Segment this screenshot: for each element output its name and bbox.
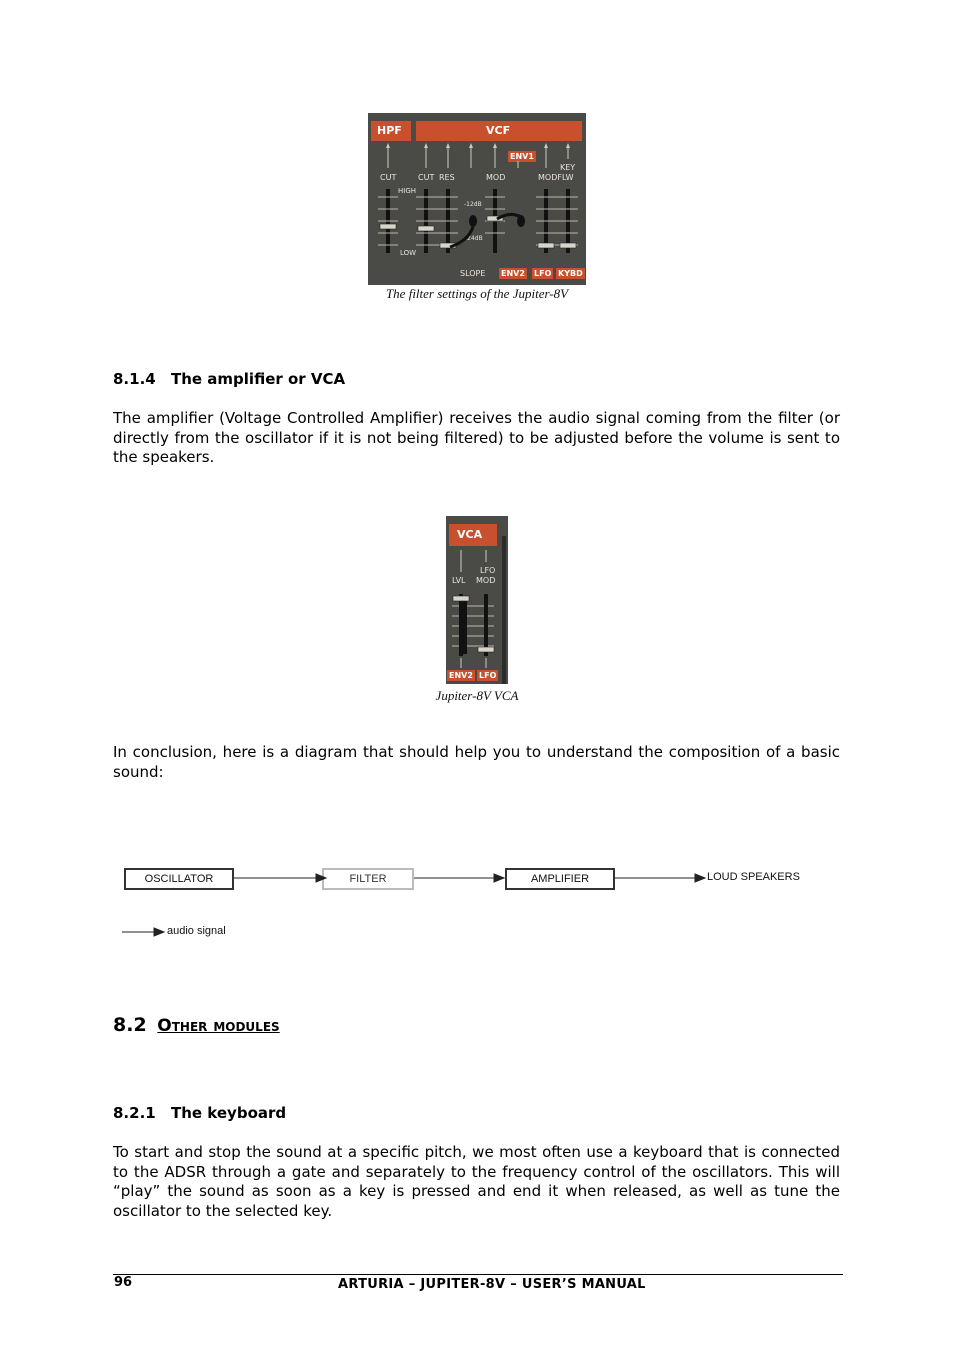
lfo-tag: LFO (479, 671, 497, 680)
lfo-label: LFO (480, 566, 496, 575)
section-title: The amplifier or VCA (171, 370, 346, 388)
key-label: KEY (560, 163, 576, 172)
cut-label: CUT (418, 173, 435, 182)
env2-tag: ENV2 (501, 269, 525, 278)
section-title: Other modules (157, 1016, 280, 1036)
audio-signal-legend: audio signal (167, 925, 226, 937)
vca-figure-caption: Jupiter-8V VCA (435, 688, 519, 703)
low-label: LOW (400, 249, 417, 257)
conclusion-paragraph: In conclusion, here is a diagram that should help you to understand the composition of a basic sound: (113, 743, 840, 781)
section-number: 8.1.4 (113, 370, 156, 388)
section-8-1-4-heading (113, 370, 345, 388)
res-label: RES (439, 173, 455, 182)
filter-figure-caption: The filter settings of the Jupiter-8V (385, 286, 569, 301)
high-label: HIGH (398, 187, 417, 195)
env1-tag: ENV1 (510, 152, 534, 161)
vca-panel-image (446, 516, 508, 684)
keyboard-paragraph: To start and stop the sound at a specific pitch, we most often use a keyboard that is connected to the ADSR through a gate and separately to the frequency control of the oscillators. This will “play” the sound as soon as a key is pressed and end it when released, as well as tune the oscillator to the selected key. (113, 1143, 840, 1220)
page-number: 96 (114, 1275, 133, 1290)
section-8-2-heading (113, 1014, 280, 1036)
vca-sliders-graphic (446, 516, 508, 684)
signal-arrows (0, 860, 954, 950)
loud-speakers-label: LOUD SPEAKERS (707, 871, 800, 883)
hpf-label: HPF (377, 124, 402, 137)
mod-label: MOD (486, 173, 506, 182)
oscillator-box: OSCILLATOR (124, 868, 234, 890)
section-number: 8.2.1 (113, 1104, 156, 1122)
mod-label: MOD (476, 576, 496, 585)
env2-tag: ENV2 (449, 671, 473, 680)
slope-24-label: -24dB (465, 235, 483, 242)
filter-box: FILTER (322, 868, 414, 890)
lvl-label: LVL (452, 576, 466, 585)
cut-label-hpf: CUT (380, 173, 397, 182)
filter-panel-image (368, 113, 586, 285)
slope-label: SLOPE (460, 269, 486, 278)
lfo-tag: LFO (534, 269, 552, 278)
amplifier-box: AMPLIFIER (505, 868, 615, 890)
footer-rule (113, 1274, 843, 1275)
modflw-label: MODFLW (538, 173, 574, 182)
slope-12-label: -12dB (464, 201, 482, 208)
amplifier-paragraph: The amplifier (Voltage Controlled Amplifier) receives the audio signal coming from the filter (or directly from the oscillator if it is not being filtered) to be adjusted before the volume is sent to the speakers. (113, 409, 840, 466)
footer-title: ARTURIA – JUPITER-8V – USER’S MANUAL (338, 1277, 646, 1292)
kybd-tag: KYBD (558, 269, 583, 278)
vca-label: VCA (457, 528, 483, 541)
section-number: 8.2 (113, 1014, 147, 1036)
section-title: The keyboard (171, 1104, 287, 1122)
section-8-2-1-heading (113, 1104, 286, 1122)
filter-sliders-graphic (368, 113, 586, 285)
vcf-label: VCF (486, 124, 511, 137)
